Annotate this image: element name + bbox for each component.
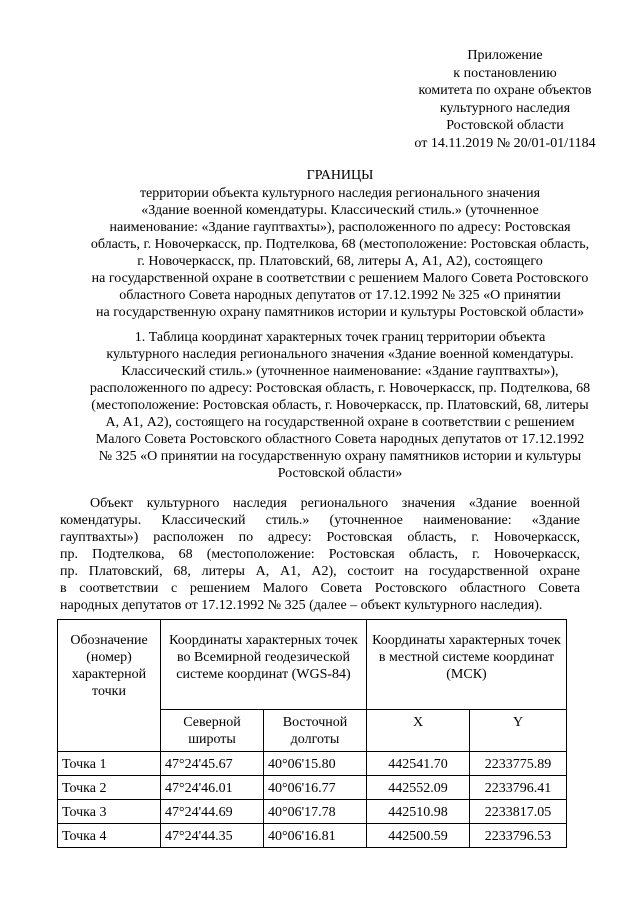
point-y: 2233775.89 <box>470 752 567 776</box>
object-description-paragraph <box>60 495 580 614</box>
table-row <box>58 776 567 800</box>
subheader-east-longitude: Восточной долготы <box>264 710 367 752</box>
section-line: расположенного по адресу: Ростовская область, г. Новочеркасск, пр. Подтелкова, 68 <box>89 381 591 396</box>
paragraph-line: комендатуры. Классический стиль.» (уточненное наименование: «Здание <box>60 513 580 528</box>
title-line: на государственной охране в соответствии с решением Малого Совета Ростовского <box>91 271 589 286</box>
appendix-line: от 14.11.2019 № 20/01-01/1184 <box>414 135 596 151</box>
section-line: Ростовской области» <box>277 466 403 481</box>
point-x: 442500.59 <box>367 824 470 848</box>
section-line: 1. Таблица координат характерных точек границ территории объекта <box>134 330 546 345</box>
point-name: Точка 2 <box>58 776 161 800</box>
paragraph-line: народных депутатов от 17.12.1992 № 325 (далее – объект культурного наследия). <box>60 598 543 613</box>
point-name: Точка 1 <box>58 752 161 776</box>
point-x: 442510.98 <box>367 800 470 824</box>
paragraph-line: пр. Платовский, 68, литеры А, А1, А2), состоит на государственной охране <box>60 564 580 579</box>
point-x: 442541.70 <box>367 752 470 776</box>
section-line: (местоположение: Ростовская область, г. Новочеркасск, пр. Платовский, 68, литеры <box>91 398 589 413</box>
appendix-line: к постановлению <box>453 65 557 81</box>
header-wgs84: Координаты характерных точек во Всемирной геодезической системе координат (WGS-84) <box>161 620 367 710</box>
paragraph-line: пр. Подтелкова, 68 (местоположение: Ростовская область, г. Новочеркасск, <box>60 547 580 562</box>
appendix-line: культурного наследия <box>439 100 571 116</box>
paragraph-line: Объект культурного наследия регионального значения «Здание военной <box>90 496 580 511</box>
section-line: Классический стиль.» (уточненное наименование: «Здание гауптвахты»), <box>121 364 559 379</box>
paragraph-line: в соответствии с решением Малого Совета Ростовского областного Совета <box>60 581 580 596</box>
subheader-x: X <box>367 710 470 752</box>
section-line: Малого Совета Ростовского областного Совета народных депутатов от 17.12.1992 <box>95 432 585 447</box>
point-latitude: 47°24'44.35 <box>161 824 264 848</box>
point-longitude: 40°06'15.80 <box>264 752 367 776</box>
title-line: на государственную охрану памятников истории и культуры Ростовской области» <box>96 305 584 320</box>
table-row <box>58 824 567 848</box>
point-latitude: 47°24'46.01 <box>161 776 264 800</box>
title-line: область, г. Новочеркасск, пр. Подтелкова, 68 (местоположение: Ростовская область, <box>90 237 590 252</box>
table-row <box>58 752 567 776</box>
document-title <box>40 167 640 321</box>
table-row <box>58 800 567 824</box>
point-name: Точка 4 <box>58 824 161 848</box>
point-longitude: 40°06'17.78 <box>264 800 367 824</box>
coordinates-table <box>57 619 567 848</box>
point-name: Точка 3 <box>58 800 161 824</box>
appendix-line: Приложение <box>467 48 543 63</box>
point-x: 442552.09 <box>367 776 470 800</box>
subheader-y: Y <box>470 710 567 752</box>
header-msk: Координаты характерных точек в местной системе координат (МСК) <box>367 620 567 710</box>
paragraph-line: гауптвахты») расположен по адресу: Ростовская область, г. Новочеркасск, <box>60 530 580 545</box>
header-designation: Обозначение (номер) характерной точки <box>58 620 161 752</box>
section-line: № 325 «О принятии на государственную охрану памятников истории и культуры <box>98 449 582 464</box>
subheader-north-latitude: Северной широты <box>161 710 264 752</box>
point-longitude: 40°06'16.81 <box>264 824 367 848</box>
point-longitude: 40°06'16.77 <box>264 776 367 800</box>
section-1-heading <box>40 329 640 482</box>
title-line: наименование: «Здание гауптвахты»), расположенного по адресу: Ростовская <box>109 220 571 235</box>
section-line: А, А1, А2), состоящего на государственной охране в соответствии с решением <box>105 415 575 430</box>
title-line: «Здание военной комендатуры. Классический стиль.» (уточненное <box>141 203 539 218</box>
section-line: культурного наследия регионального значения «Здание военной комендатуры. <box>106 347 574 362</box>
appendix-line: комитета по охране объектов <box>418 83 592 98</box>
point-latitude: 47°24'44.69 <box>161 800 264 824</box>
point-latitude: 47°24'45.67 <box>161 752 264 776</box>
appendix-line: Ростовской области <box>446 118 564 133</box>
title-line: областного Совета народных депутатов от 17.12.1992 № 325 «О принятии <box>119 288 561 303</box>
title-heading: ГРАНИЦЫ <box>306 168 374 183</box>
title-line: территории объекта культурного наследия регионального значения <box>139 186 541 201</box>
point-y: 2233796.41 <box>470 776 567 800</box>
appendix-header <box>380 47 630 152</box>
point-y: 2233817.05 <box>470 800 567 824</box>
title-line: г. Новочеркасск, пр. Платовский, 68, литеры А, А1, А2), состоящего <box>137 254 543 269</box>
point-y: 2233796.53 <box>470 824 567 848</box>
